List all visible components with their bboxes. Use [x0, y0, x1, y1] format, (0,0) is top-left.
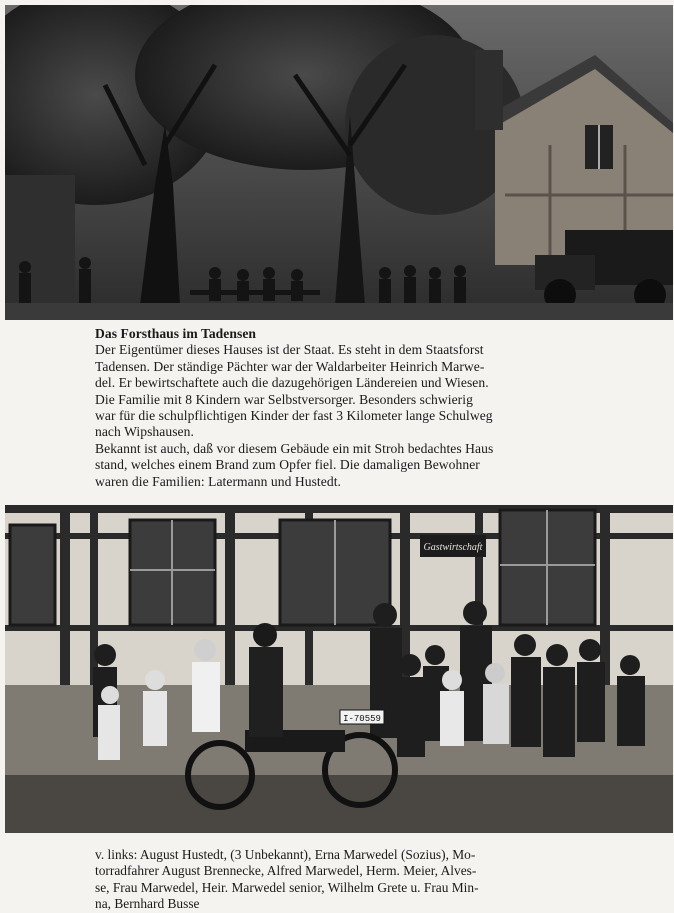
- group-photo-illustration: [5, 505, 673, 833]
- caption-line: na, Bernhard Busse: [95, 896, 200, 912]
- article-line: nach Wipshausen.: [95, 424, 194, 440]
- article-line: Bekannt ist auch, daß vor diesem Gebäude ein mit Stroh bedachtes Haus: [95, 440, 494, 456]
- article-line: waren die Familien: Latermann und Hustedt.: [95, 473, 341, 489]
- article-line: Der Eigentümer dieses Hauses ist der Staat. Es steht in dem Staatsforst: [95, 342, 484, 358]
- group-photo: [5, 505, 673, 833]
- photo-caption: [95, 847, 565, 913]
- article-line: Tadensen. Der ständige Pächter war der Waldarbeiter Heinrich Marwe-: [95, 358, 485, 374]
- article-title: Das Forsthaus im Tadensen: [95, 326, 257, 341]
- license-plate: I-70559: [343, 714, 381, 724]
- caption-line: torradfahrer August Brennecke, Alfred Marwedel, Herm. Meier, Alves-: [95, 863, 477, 879]
- article-line: stand, welches einem Brand zum Opfer fiel. Die damaligen Bewohner: [95, 457, 480, 473]
- article-line: del. Er bewirtschaftete auch die dazugehörigen Ländereien und Wiesen.: [95, 375, 489, 391]
- article-text: [95, 326, 565, 490]
- caption-line: se, Frau Marwedel, Heir. Marwedel senior, Wilhelm Grete u. Frau Min-: [95, 879, 479, 895]
- forsthaus-photo: [5, 5, 673, 320]
- article-line: war für die schulpflichtigen Kinder der fast 3 Kilometer lange Schulweg: [95, 408, 493, 424]
- article-line: Die Familie mit 8 Kindern war Selbstversorger. Besonders schwierig: [95, 391, 473, 407]
- caption-line: v. links: August Hustedt, (3 Unbekannt), Erna Marwedel (Sozius), Mo-: [95, 847, 476, 862]
- forsthaus-photo-illustration: [5, 5, 673, 320]
- gastwirtschaft-sign: Gastwirtschaft: [423, 542, 483, 553]
